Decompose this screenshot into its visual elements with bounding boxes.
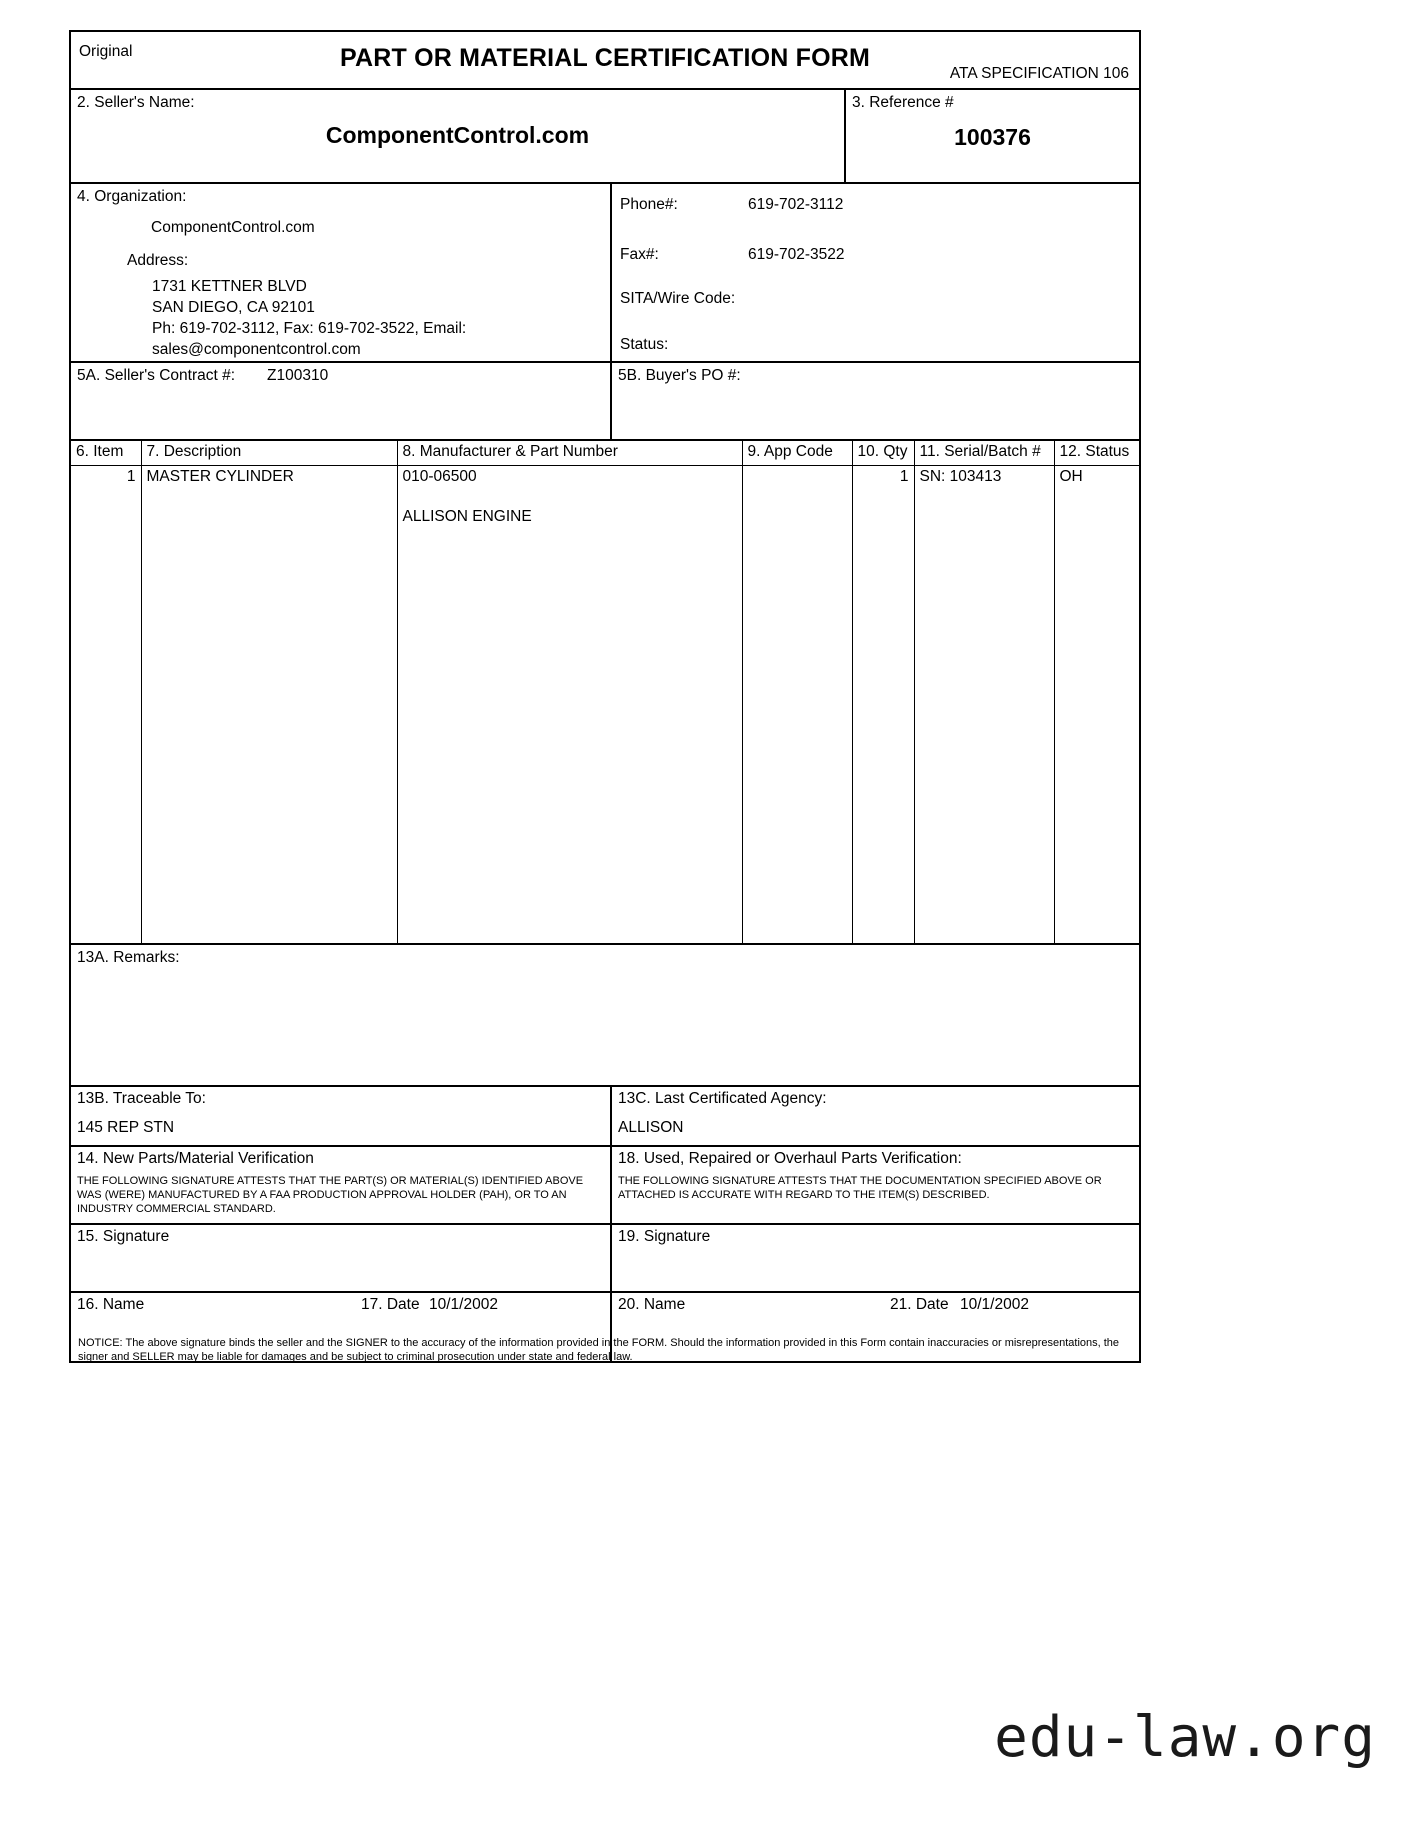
status-row <box>620 336 1147 354</box>
cell-manufacturer-part-number <box>397 465 742 943</box>
ata-spec-label: ATA SPECIFICATION 106 <box>949 65 1129 82</box>
col-qty: 10. Qty <box>852 441 914 465</box>
items-table <box>71 441 1139 943</box>
cell-app-code <box>742 465 852 943</box>
table-row <box>71 465 1139 943</box>
seller-name-label: 2. Seller's Name: <box>77 94 195 111</box>
date-left-value: 10/1/2002 <box>429 1296 498 1313</box>
page-title: PART OR MATERIAL CERTIFICATION FORM <box>339 44 871 72</box>
phone-label: Phone#: <box>620 196 678 213</box>
name-right-label: 20. Name <box>618 1296 686 1313</box>
fax-row <box>620 246 1147 264</box>
form-title-band <box>71 32 1139 90</box>
col-item: 6. Item <box>71 441 141 465</box>
seller-reference-band <box>71 90 1139 184</box>
address-line-1: 1731 KETTNER BLVD <box>152 278 307 295</box>
phone-value: 619-702-3112 <box>748 196 844 213</box>
address-line-3: Ph: 619-702-3112, Fax: 619-702-3522, Email: <box>152 319 467 337</box>
table-header-row <box>71 441 1139 465</box>
name-left-label: 16. Name <box>77 1296 145 1313</box>
certification-form <box>69 30 1141 1363</box>
date-left-label: 17. Date <box>361 1296 420 1313</box>
remarks-label: 13A. Remarks: <box>77 949 180 966</box>
organization-contact-band <box>71 184 1139 363</box>
used-parts-verification-cell <box>612 1147 1139 1223</box>
address-block <box>152 277 610 361</box>
traceable-to-cell <box>71 1087 612 1145</box>
traceable-to-label: 13B. Traceable To: <box>77 1090 206 1107</box>
traceable-to-value: 145 REP STN <box>77 1119 175 1136</box>
seller-contract-cell <box>71 363 612 439</box>
remarks-band <box>71 945 1139 1087</box>
verification-band <box>71 1147 1139 1225</box>
fax-value: 619-702-3522 <box>748 246 845 263</box>
col-description: 7. Description <box>141 441 397 465</box>
seller-contract-value: Z100310 <box>267 367 329 384</box>
sita-label: SITA/Wire Code: <box>620 290 736 307</box>
phone-row <box>620 196 1147 214</box>
date-right-value: 10/1/2002 <box>960 1296 1029 1313</box>
signature-band <box>71 1225 1139 1293</box>
col-manufacturer-part-number: 8. Manufacturer & Part Number <box>397 441 742 465</box>
address-label: Address: <box>127 252 189 269</box>
cell-serial-batch: SN: 103413 <box>914 465 1054 943</box>
address-line-4: sales@componentcontrol.com <box>152 340 361 358</box>
col-serial-batch: 11. Serial/Batch # <box>914 441 1054 465</box>
cell-item: 1 <box>71 465 141 943</box>
signature-right-cell[interactable] <box>612 1225 1139 1291</box>
organization-name: ComponentControl.com <box>151 219 315 236</box>
cell-status: OH <box>1054 465 1139 943</box>
last-certificated-agency-label: 13C. Last Certificated Agency: <box>618 1090 827 1107</box>
traceability-band <box>71 1087 1139 1147</box>
last-certificated-agency-cell <box>612 1087 1139 1145</box>
seller-name-value: ComponentControl.com <box>325 122 590 148</box>
used-parts-verification-title: 18. Used, Repaired or Overhaul Parts Verification: <box>618 1150 962 1167</box>
status-label: Status: <box>620 336 669 353</box>
signature-right-label: 19. Signature <box>618 1228 711 1245</box>
watermark: edu-law.org <box>994 1705 1376 1770</box>
date-right-label: 21. Date <box>890 1296 949 1313</box>
reference-number-value: 100376 <box>954 124 1031 150</box>
contact-cell <box>612 184 1139 361</box>
last-certificated-agency-value: ALLISON <box>618 1119 684 1136</box>
fax-label: Fax#: <box>620 246 659 263</box>
used-parts-verification-body: THE FOLLOWING SIGNATURE ATTESTS THAT THE DOCUMENTATION SPECIFIED ABOVE OR ATTACHED IS ACCURATE WITH REGARD TO THE ITEM(S) DESCRIBED. <box>618 1175 1102 1201</box>
signature-left-label: 15. Signature <box>77 1228 170 1245</box>
address-line-2: SAN DIEGO, CA 92101 <box>152 298 315 316</box>
cell-manufacturer: ALLISON ENGINE <box>402 507 532 525</box>
cell-part-number: 010-06500 <box>402 467 477 485</box>
seller-contract-label: 5A. Seller's Contract #: <box>77 367 236 384</box>
organization-label: 4. Organization: <box>77 188 187 205</box>
contract-po-band <box>71 363 1139 441</box>
cell-description: MASTER CYLINDER <box>141 465 397 943</box>
sita-row <box>620 290 1147 308</box>
col-app-code: 9. App Code <box>742 441 852 465</box>
buyer-po-cell <box>612 363 1139 439</box>
seller-name-cell <box>71 90 846 182</box>
organization-cell <box>71 184 612 361</box>
new-parts-verification-cell <box>71 1147 612 1223</box>
buyer-po-label: 5B. Buyer's PO #: <box>618 367 741 384</box>
signature-left-cell[interactable] <box>71 1225 612 1291</box>
col-status: 12. Status <box>1054 441 1139 465</box>
reference-number-cell <box>846 90 1139 182</box>
items-band <box>71 441 1139 945</box>
copy-type-label: Original <box>79 43 133 60</box>
new-parts-verification-title: 14. New Parts/Material Verification <box>77 1150 314 1167</box>
new-parts-verification-body: THE FOLLOWING SIGNATURE ATTESTS THAT THE PART(S) OR MATERIAL(S) IDENTIFIED ABOVE WAS (WERE) MANUFACTURED BY A FAA PRODUCTION APPROVAL HOLDER (PAH), OR TO AN INDUSTRY COMMERCIAL STANDARD. <box>77 1175 584 1215</box>
cell-qty: 1 <box>852 465 914 943</box>
legal-notice: NOTICE: The above signature binds the seller and the SIGNER to the accuracy of the information provided in the FORM. Should the information provided in this Form contain inaccuracies or misrepresentations, the signer and SELLER may be liable for damages and be subject to criminal prosecution under state and federal law. <box>78 1337 1120 1364</box>
reference-number-label: 3. Reference # <box>852 94 954 111</box>
